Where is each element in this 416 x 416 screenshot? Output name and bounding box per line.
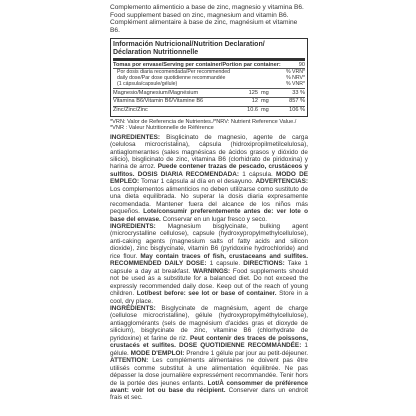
- text-segment: Bisglicinato de magnesio, agente de carga (celulosa microcristalina), cápsula (hidroxipropilmetilcelulosa), antiaglomerantes (sales magnésicas de ácidos grasos y dióxido de silicio), bisglicinato de zinc, vitamina B6 (clorhidrato de piridoxina) y harina de arroz.: [110, 133, 309, 171]
- text-segment: INGRÉDIENTS:: [110, 305, 162, 313]
- text-segment: 1 capsule.: [206, 260, 244, 268]
- text-segment: Lote/consumir preferentemente antes de: ver lote o base del envase.: [110, 208, 308, 223]
- header-label-line-3: (1 cápsula/capsule/gélule): [117, 80, 178, 87]
- text-segment: Tomar 1 cápsula al día en el desayuno.: [139, 178, 256, 186]
- text-segment: MODE D'EMPLOI:: [130, 349, 185, 357]
- product-intro: [110, 4, 308, 34]
- intro-fr: Complément alimentaire à base de zinc, magnésium et vitamine B6.: [110, 19, 298, 34]
- header-label-line-1: Por dosis diaria recomendada/Per recommended: [117, 69, 231, 76]
- table-row: [113, 98, 305, 105]
- ingredients-block: [110, 134, 308, 402]
- nutrient-unit: mg: [261, 98, 269, 105]
- text-segment: Store in a cool, dry place.: [110, 290, 308, 305]
- header-pct-3: % VNR*: [285, 80, 305, 87]
- header-label: [113, 70, 283, 87]
- text-segment: ATTENTION:: [110, 357, 149, 365]
- ingredients-fr: [110, 305, 308, 402]
- nutrient-name: Zinc/Zinc/Zinc: [113, 107, 148, 114]
- text-segment: Take 1 capsule a day at breakfast.: [110, 260, 308, 275]
- nutrition-panel: [110, 38, 308, 116]
- intro-es: Complemento alimenticio a base de zinc, magnesio y vitamina B6.: [110, 4, 304, 11]
- nutrient-name: Magnesio/Magnesium/Magnésium: [113, 89, 199, 96]
- text-segment: May contain traces of fish, crustaceans and sulfites. RECOMMENDED DAILY DOSE:: [110, 252, 309, 268]
- text-segment: Lot/À consommer de préférence avant: voir lot ou base du récipient.: [110, 379, 308, 394]
- text-segment: WARNINGS:: [192, 267, 231, 275]
- text-segment: Los complementos alimenticios no deben utilizarse como sustituto de una dieta equilibrada. No superar la dosis diaria expresamente recomendada. Mantener fuera del alcance de los niños más pequeños.: [110, 185, 308, 216]
- text-segment: Food supplements should not be used as a substitute for a balanced diet. Do not exceed the expressly recommended daily dose. Keep out of the reach of young children.: [110, 267, 308, 298]
- header-label-line-2: daily dose/Par dose quotidienne recommandée: [117, 74, 226, 81]
- text-segment: Bisglycinate de magnésium, agent de charge (cellulose microcristalline), gélule (hydroxypropylméthylcellulose), antiagglomérants (sels de magnésium d'acides gras et dioxyde de silicium), bisglycinate de zinc, vitamine B6 (chlorhydrate de pyridoxine) et farine de riz.: [110, 305, 308, 342]
- text-segment: Puede contener trazas de pescado, crustáceos y sulfitos. DOSIS DIARIA RECOMENDADA:: [110, 163, 308, 178]
- footnote-line-1: *VRN: Valor de Referencia de Nutrientes./*NRV: Nutrient Reference Value./: [110, 118, 297, 125]
- text-segment: ADVERTENCIAS:: [255, 178, 308, 186]
- ingredients-en: [110, 223, 308, 305]
- text-segment: 1 cápsula.: [239, 170, 277, 178]
- nutrient-pct: 33 %: [292, 89, 305, 96]
- text-segment: Lot/best before: see lot or base of container.: [136, 290, 277, 298]
- header-pct-1: % VRN*: [285, 69, 305, 76]
- divider-thick: [113, 58, 305, 61]
- text-segment: Prendre 1 gélule par jour au petit-déjeuner.: [184, 349, 309, 357]
- text-segment: Conservar en un lugar fresco y seco.: [160, 215, 268, 223]
- nutrient-amount: 125: [248, 89, 258, 96]
- footnotes: [110, 119, 308, 132]
- servings-row: [113, 62, 305, 68]
- header-pct-2: % NRV*: [286, 74, 305, 81]
- nutrient-amount: 12: [251, 98, 258, 105]
- text-segment: Conserver dans un endroit frais et sec.: [110, 387, 308, 402]
- footnote-line-2: *VNR : Valeur Nutritionnelle de Référence: [110, 125, 214, 132]
- text-segment: 1 gélule.: [110, 342, 308, 357]
- nutrient-unit: mg: [261, 107, 269, 114]
- text-segment: MODO DE EMPLEO:: [110, 170, 308, 186]
- servings-label: Tomas por envase/Serving per container/Portion par container:: [113, 61, 281, 68]
- text-segment: DIRECTIONS:: [243, 260, 285, 268]
- panel-title-line-1: Información Nutricional/Nutrition Declaration/: [113, 41, 265, 49]
- nutrient-pct: 857 %: [289, 98, 305, 105]
- ingredients-es: [110, 134, 308, 223]
- text-segment: INGREDIENTES:: [110, 133, 167, 141]
- text-segment: INGREDIENTS:: [110, 223, 168, 231]
- label-column: [110, 4, 308, 402]
- text-segment: Peut contenir des traces de poissons, crustacés et sulfites. DOSE QUOTIDIENNE RECOMMANDÉE:: [110, 334, 308, 350]
- header-pct: [283, 70, 305, 87]
- nutrient-unit: mg: [261, 89, 269, 96]
- table-header: [113, 70, 305, 87]
- nutrient-amount: 10.6: [247, 107, 258, 114]
- panel-title-line-2: Déclaration Nutritionnelle: [113, 48, 199, 56]
- table-row: [113, 107, 305, 114]
- intro-en: Food supplement based on zinc, magnesium and vitamin B6.: [110, 11, 289, 19]
- nutrient-pct: 106 %: [289, 107, 305, 114]
- text-segment: Les compléments alimentaires ne doivent pas être utilisés comme substitut à une alimentation équilibrée. Ne pas dépasser la dose journalière expressément recommandée. Tenir hors de la portée des jeunes enfants.: [110, 357, 308, 387]
- nutrient-name: Vitamina B6/Vitamin B6/Vitamine B6: [113, 98, 204, 105]
- text-segment: Magnesium bisglycinate, bulking agent (microcrystalline cellulose), capsule (hydroxypropylmethylcellulose), anti-caking agents (magnesium salts of fatty acids and silicon dioxide), zinc bisglycinate, vitamin B6 (pyridoxine hydrochloride) and rice flour.: [110, 223, 309, 260]
- table-row: [113, 90, 305, 97]
- servings-value: 90: [298, 61, 305, 68]
